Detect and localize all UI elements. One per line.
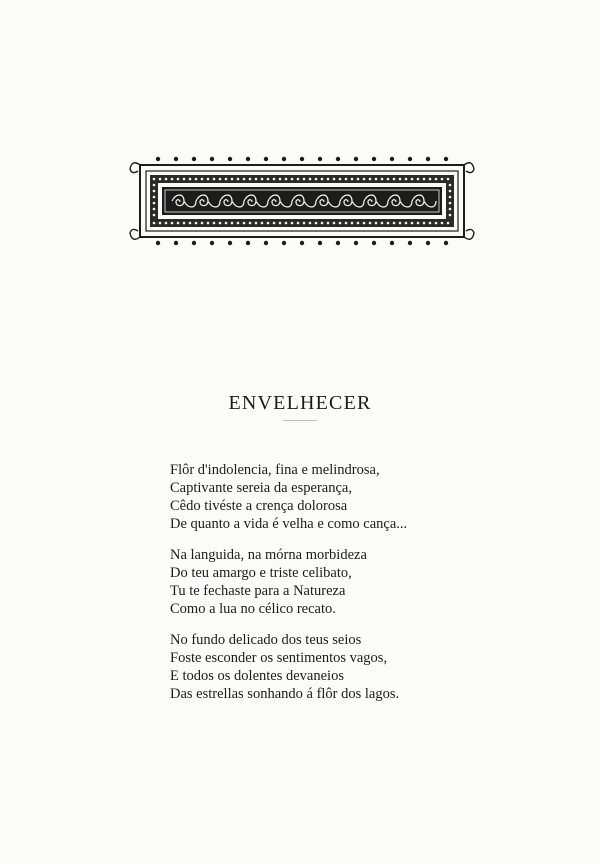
stanza bbox=[170, 631, 470, 703]
poem-line: Tu te fechaste para a Natureza bbox=[170, 583, 346, 599]
poem-title: ENVELHECER bbox=[228, 392, 372, 414]
poem-line: De quanto a vida é velha e como cança... bbox=[170, 516, 408, 532]
poem-line: Cêdo tivéste a crença dolorosa bbox=[170, 498, 348, 514]
ornamental-header-band bbox=[128, 155, 476, 247]
poem-line: E todos os dolentes devaneios bbox=[170, 668, 344, 684]
stanza bbox=[170, 546, 470, 618]
poem-line: Captivante sereia da esperança, bbox=[170, 480, 352, 496]
poem-line: Na languida, na mórna morbideza bbox=[170, 547, 367, 563]
poem-line: Do teu amargo e triste celibato, bbox=[170, 565, 352, 581]
poem-body bbox=[170, 461, 470, 716]
poem-line: Como a lua no célico recato. bbox=[170, 601, 336, 617]
poem-line: Foste esconder os sentimentos vagos, bbox=[170, 650, 388, 666]
title-underline bbox=[283, 420, 317, 421]
poem-line: No fundo delicado dos teus seios bbox=[170, 632, 362, 648]
poem-line: Flôr d'indolencia, fina e melindrosa, bbox=[170, 462, 380, 478]
poem-line: Das estrellas sonhando á flôr dos lagos. bbox=[170, 686, 400, 702]
stanza bbox=[170, 461, 470, 533]
